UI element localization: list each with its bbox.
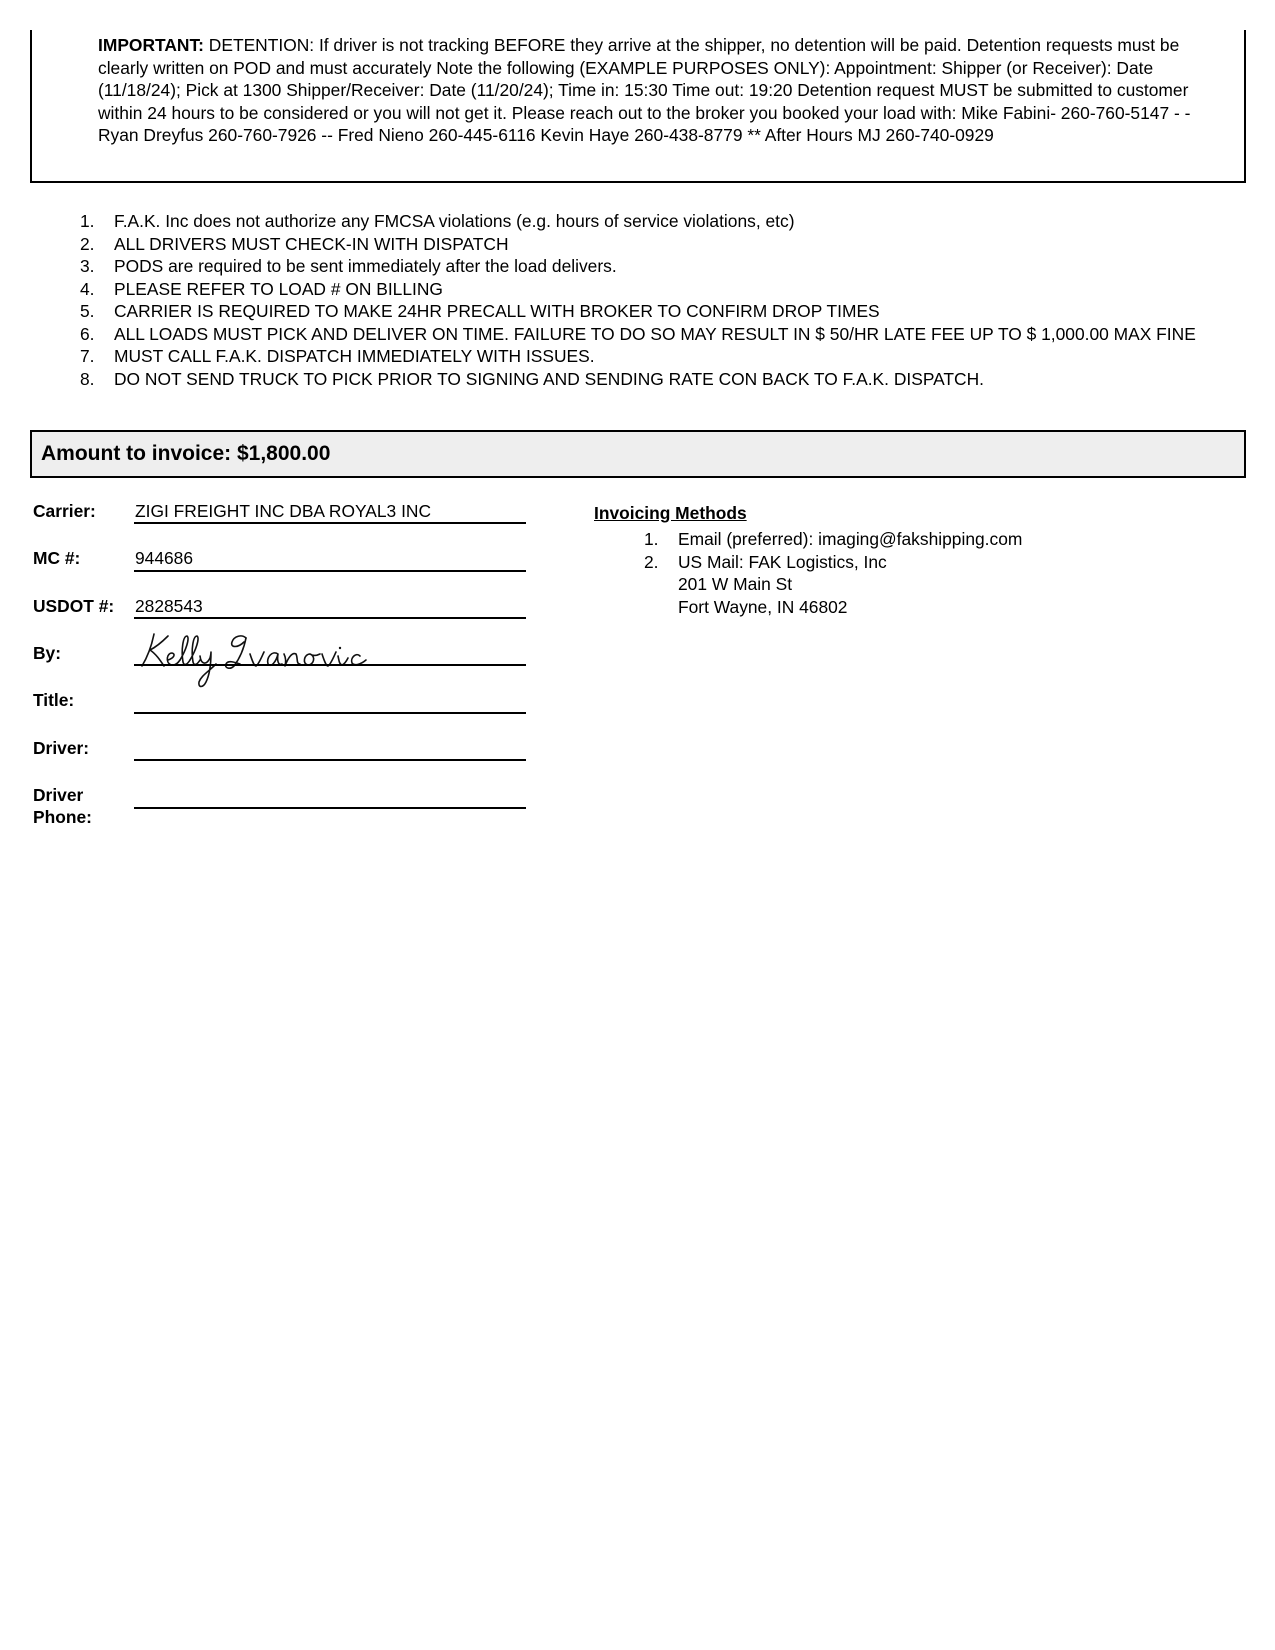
- by-signature: [138, 626, 398, 692]
- load-rules-list: [80, 210, 1255, 390]
- rule-text: ALL LOADS MUST PICK AND DELIVER ON TIME. FAILURE TO DO SO MAY RESULT IN $ 50/HR LATE FEE UP TO $ 1,000.00 MAX FINE: [114, 323, 1196, 344]
- rule-number: 6.: [80, 323, 95, 344]
- rule-text: MUST CALL F.A.K. DISPATCH IMMEDIATELY WITH ISSUES.: [114, 346, 595, 366]
- method-line: US Mail: FAK Logistics, Inc: [678, 551, 887, 572]
- method-number: 1.: [644, 529, 659, 549]
- rule-item: [80, 300, 1255, 323]
- title-line: [134, 712, 526, 714]
- detention-notice-box: [30, 30, 1246, 183]
- driver-label: Driver:: [33, 738, 90, 758]
- invoicing-method-mail: [644, 551, 1022, 619]
- mc-line: [134, 570, 526, 572]
- rule-item: [80, 210, 1255, 233]
- method-line: Email (preferred): imaging@fakshipping.com: [678, 529, 1023, 549]
- mc-value: 944686: [135, 548, 194, 568]
- method-number: 2.: [644, 551, 659, 572]
- rule-item: [80, 255, 1255, 278]
- by-line: [134, 664, 526, 666]
- rule-text: CARRIER IS REQUIRED TO MAKE 24HR PRECALL WITH BROKER TO CONFIRM DROP TIMES: [114, 301, 880, 321]
- detention-notice-body: DETENTION: If driver is not tracking BEFORE they arrive at the shipper, no detention will be paid. Detention requests must be clearly written on POD and must accurately Note the following (EXAMPLE PURPOSES ONLY): Appointment: Shipper (or Receiver): Date (11/18/24); Pick at 1300 Shipper/Receiver: Date (11/20/24); Time in: 15:30 Time out: 19:20 Detention request MUST be submitted to customer within 24 hours to be considered or you will not get it. Please reach out to the broker you booked your load with: Mike Fabini- 260-760-5147 - - Ryan Dreyfus 260-760-7926 -- Fred Nieno 260-445-6116 Kevin Haye 260-438-8779 ** After Hours MJ 260-740-0929: [98, 35, 1191, 145]
- rule-number: 4.: [80, 278, 95, 299]
- rule-text: DO NOT SEND TRUCK TO PICK PRIOR TO SIGNING AND SENDING RATE CON BACK TO F.A.K. DISPATCH.: [114, 368, 985, 389]
- carrier-line: [134, 522, 526, 524]
- rule-number: 1.: [80, 211, 95, 231]
- rule-text: F.A.K. Inc does not authorize any FMCSA violations (e.g. hours of service violations, etc): [114, 211, 795, 231]
- rule-item: [80, 368, 1255, 391]
- rule-item: [80, 323, 1255, 346]
- rule-number: 8.: [80, 368, 95, 389]
- invoicing-method-email: [644, 528, 1022, 551]
- rule-item: [80, 345, 1255, 368]
- driver-phone-label-line1: Driver: [33, 785, 84, 805]
- detention-notice-text: [98, 34, 1228, 147]
- by-label: By:: [33, 643, 62, 663]
- invoicing-methods-heading: Invoicing Methods: [594, 503, 747, 523]
- usdot-line: [134, 617, 526, 619]
- title-label: Title:: [33, 690, 75, 710]
- rule-number: 5.: [80, 301, 95, 321]
- invoicing-methods-list: [644, 528, 1022, 618]
- mc-label: MC #:: [33, 548, 81, 568]
- usdot-value: 2828543: [135, 596, 203, 616]
- rule-text: ALL DRIVERS MUST CHECK-IN WITH DISPATCH: [114, 233, 509, 254]
- usdot-label: USDOT #:: [33, 596, 115, 616]
- amount-to-invoice-box: [30, 430, 1246, 478]
- method-line: Fort Wayne, IN 46802: [678, 596, 848, 617]
- rule-number: 3.: [80, 256, 95, 276]
- rule-item: [80, 278, 1255, 301]
- important-label: IMPORTANT:: [98, 35, 204, 55]
- carrier-label: Carrier:: [33, 501, 96, 521]
- driver-line: [134, 759, 526, 761]
- driver-phone-label-line2: Phone:: [33, 807, 92, 827]
- rule-text: PODS are required to be sent immediately after the load delivers.: [114, 256, 617, 276]
- rule-number: 2.: [80, 233, 95, 254]
- rule-item: [80, 233, 1255, 256]
- method-line: 201 W Main St: [678, 574, 793, 594]
- rule-text: PLEASE REFER TO LOAD # ON BILLING: [114, 278, 443, 299]
- driver-phone-line: [134, 807, 526, 809]
- amount-to-invoice: Amount to invoice: $1,800.00: [41, 442, 331, 465]
- rule-number: 7.: [80, 346, 95, 366]
- carrier-value: ZIGI FREIGHT INC DBA ROYAL3 INC: [135, 501, 432, 521]
